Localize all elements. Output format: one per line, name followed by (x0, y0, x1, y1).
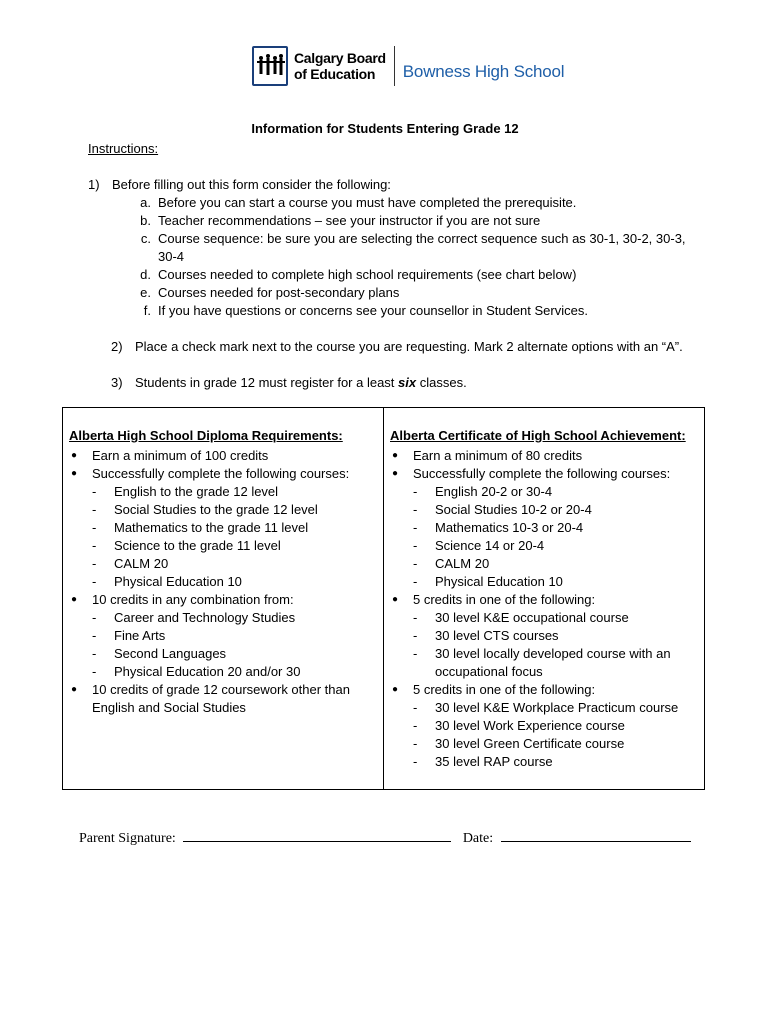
org-name-line2: of Education (294, 66, 376, 82)
dash-icon: - (92, 484, 97, 499)
diploma-heading: Alberta High School Diploma Requirements: (69, 428, 343, 443)
subitem-letter: b. (140, 213, 151, 228)
requirements-table (62, 407, 705, 790)
diploma-bullet-2: Successfully complete the following courses: (92, 466, 350, 481)
certificate-option-continued: occupational focus (435, 664, 543, 679)
subitem-text: Before you can start a course you must have completed the prerequisite. (158, 195, 577, 210)
date-field[interactable] (501, 830, 691, 842)
header-logo (252, 44, 564, 88)
dash-icon: - (413, 520, 418, 535)
parent-signature-label: Parent Signature: (79, 831, 176, 846)
certificate-program: 35 level RAP course (435, 754, 553, 769)
instructions-label: Instructions: (88, 141, 159, 156)
people-figures-logo-icon (252, 46, 288, 86)
signature-row (79, 830, 691, 847)
certificate-option: 30 level K&E occupational course (435, 610, 629, 625)
school-name: Bowness High School (402, 62, 565, 81)
dash-icon: - (413, 502, 418, 517)
certificate-program: 30 level K&E Workplace Practicum course (435, 700, 679, 715)
subitem-text: If you have questions or concerns see your counsellor in Student Services. (158, 303, 588, 318)
dash-icon: - (413, 484, 418, 499)
item-number: 1) (88, 177, 100, 192)
bullet-icon: ● (70, 468, 78, 479)
dash-icon: - (413, 574, 418, 589)
diploma-bullet-3: 10 credits in any combination from: (92, 592, 294, 607)
diploma-course: CALM 20 (114, 556, 169, 571)
dash-icon: - (92, 538, 97, 553)
org-name (294, 50, 386, 82)
item-3-number: 3) (111, 375, 123, 390)
dash-icon: - (92, 520, 97, 535)
certificate-course: Physical Education 10 (435, 574, 563, 589)
certificate-bullet-1: Earn a minimum of 80 credits (413, 448, 583, 463)
dash-icon: - (413, 556, 418, 571)
diploma-course: Physical Education 10 (114, 574, 242, 589)
table-column-divider (383, 408, 384, 789)
diploma-bullet-4: 10 credits of grade 12 coursework other than (92, 682, 350, 697)
logo-divider (394, 46, 395, 86)
certificate-option: 30 level CTS courses (435, 628, 559, 643)
diploma-course: Social Studies to the grade 12 level (114, 502, 318, 517)
dash-icon: - (413, 610, 418, 625)
certificate-bullet-4: 5 credits in one of the following: (413, 682, 596, 697)
item-2-text: Place a check mark next to the course you are requesting. Mark 2 alternate options with an “A”. (135, 339, 683, 354)
item-3-text (135, 375, 467, 390)
diploma-bullet-1: Earn a minimum of 100 credits (92, 448, 269, 463)
item-3-text-after: classes. (416, 375, 467, 390)
subitem-text: Courses needed to complete high school requirements (see chart below) (158, 267, 577, 282)
subitem-text-continued: 30-4 (158, 249, 185, 264)
dash-icon: - (413, 736, 418, 751)
bullet-icon: ● (391, 450, 399, 461)
bullet-icon: ● (70, 450, 78, 461)
dash-icon: - (92, 664, 97, 679)
item-3-text-before: Students in grade 12 must register for a least (135, 375, 399, 390)
bullet-icon: ● (70, 684, 78, 695)
certificate-program: 30 level Green Certificate course (435, 736, 625, 751)
certificate-option: 30 level locally developed course with an (435, 646, 671, 661)
certificate-course: Science 14 or 20-4 (435, 538, 545, 553)
dash-icon: - (413, 538, 418, 553)
diploma-option: Second Languages (114, 646, 227, 661)
subitem-text: Course sequence: be sure you are selecting the correct sequence such as 30-1, 30-2, 30-3, (158, 231, 686, 246)
diploma-course: Mathematics to the grade 11 level (114, 520, 309, 535)
certificate-bullet-2: Successfully complete the following courses: (413, 466, 671, 481)
org-name-line1: Calgary Board (294, 50, 386, 66)
subitem-letter: c. (140, 231, 151, 246)
diploma-option: Career and Technology Studies (114, 610, 296, 625)
item-3-emphasis: six (398, 375, 417, 390)
subitem-text: Courses needed for post-secondary plans (158, 285, 400, 300)
certificate-program: 30 level Work Experience course (435, 718, 625, 733)
diploma-bullet-4-continued: English and Social Studies (92, 700, 246, 715)
dash-icon: - (92, 610, 97, 625)
item-2-number: 2) (111, 339, 123, 354)
date-label: Date: (462, 831, 494, 846)
parent-signature-field[interactable] (183, 830, 451, 842)
dash-icon: - (92, 556, 97, 571)
certificate-bullet-3: 5 credits in one of the following: (413, 592, 596, 607)
subitem-letter: f. (143, 303, 151, 318)
subitem-letter: e. (140, 285, 151, 300)
dash-icon: - (92, 646, 97, 661)
certificate-heading: Alberta Certificate of High School Achievement: (390, 428, 686, 443)
dash-icon: - (92, 628, 97, 643)
diploma-course: Science to the grade 11 level (114, 538, 281, 553)
certificate-course: English 20-2 or 30-4 (435, 484, 553, 499)
page-title: Information for Students Entering Grade 12 (251, 121, 519, 136)
bullet-icon: ● (391, 594, 399, 605)
certificate-course: CALM 20 (435, 556, 490, 571)
diploma-option: Physical Education 20 and/or 30 (114, 664, 301, 679)
dash-icon: - (413, 646, 418, 661)
dash-icon: - (92, 574, 97, 589)
dash-icon: - (413, 700, 418, 715)
subitem-letter: d. (140, 267, 151, 282)
diploma-course: English to the grade 12 level (114, 484, 279, 499)
bullet-icon: ● (70, 594, 78, 605)
dash-icon: - (413, 754, 418, 769)
subitem-letter: a. (140, 195, 151, 210)
subitem-text: Teacher recommendations – see your instructor if you are not sure (158, 213, 541, 228)
certificate-course: Mathematics 10-3 or 20-4 (435, 520, 584, 535)
certificate-course: Social Studies 10-2 or 20-4 (435, 502, 592, 517)
dash-icon: - (413, 718, 418, 733)
item-text: Before filling out this form consider the following: (112, 177, 391, 192)
dash-icon: - (92, 502, 97, 517)
bullet-icon: ● (391, 468, 399, 479)
diploma-option: Fine Arts (114, 628, 166, 643)
bullet-icon: ● (391, 684, 399, 695)
dash-icon: - (413, 628, 418, 643)
